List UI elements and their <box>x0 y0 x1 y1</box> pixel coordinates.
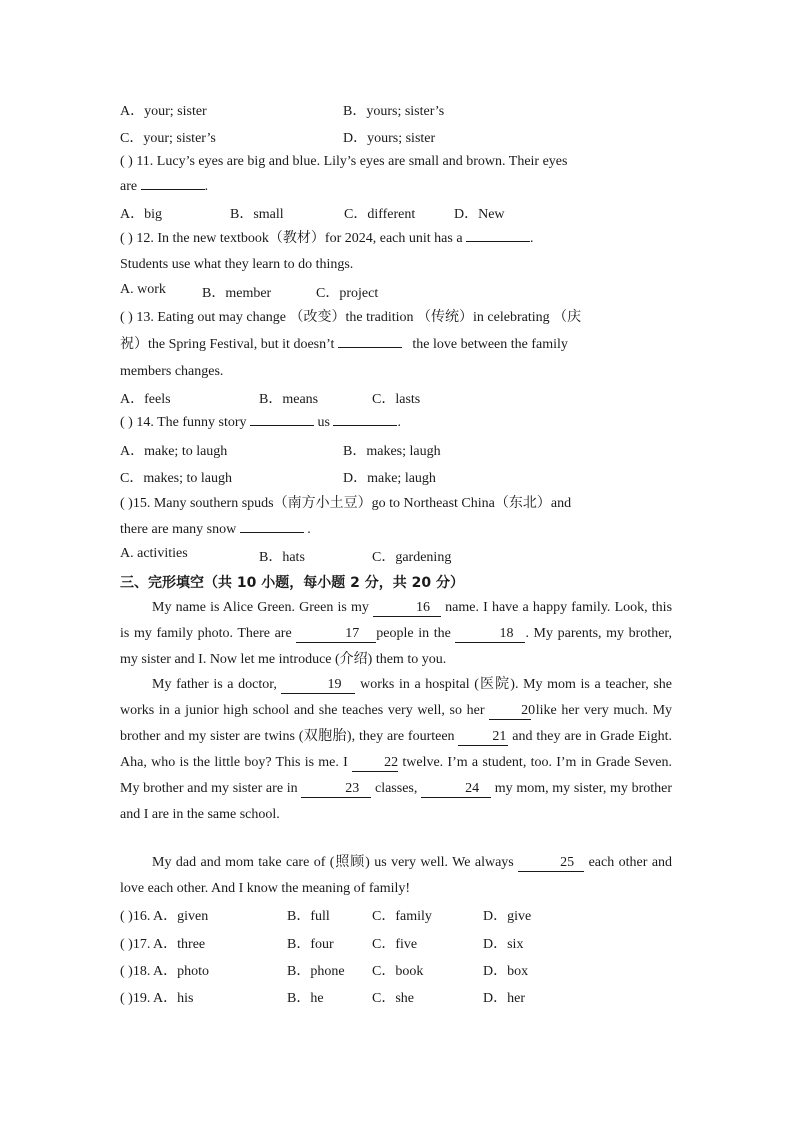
blank-24: 24 <box>421 781 491 798</box>
q10-option-a: A．your; sister <box>120 104 207 119</box>
q14-stem-text-a: ( ) 14. The funny story <box>120 415 247 430</box>
q15-option-b: B．hats <box>259 550 305 565</box>
q14-blank-1 <box>250 425 314 426</box>
q15-stem-text: there are many snow <box>120 522 237 537</box>
passage-paragraph-2: My father is a doctor, 19 works in a hospital (医院). My mom is a teacher, she works in a junior high school and she teaches very well, so her 20 like her very much. My brother and my sister are twins (双胞胎), they are fourteen 21 and they are in Grade Eight. Aha, who is the little boy? This is me. I 22 twelve. I’m a student, too. I’m in Grade Seven. My brother and my sister are in 23 classes, 24 my mom, my sister, my brother and I are in the same school. <box>120 677 673 822</box>
q15-option-a: A. activities <box>120 546 188 561</box>
blank-16: 16 <box>373 600 441 617</box>
q15-stem-line1: ( )15. Many southern spuds（南方小土豆）go to Northeast China（东北）and <box>120 496 572 511</box>
q11-option-c: C．different <box>344 207 416 222</box>
q15-blank <box>240 532 304 533</box>
q12-stem-line1 <box>120 230 534 248</box>
blank-20: 20 <box>489 703 531 720</box>
q12-period: . <box>530 231 534 246</box>
q13-stem-line2 <box>120 336 568 354</box>
q18-option-b: B．phone <box>287 964 345 979</box>
q13-option-b: B．means <box>259 392 319 407</box>
q10-option-d: D．yours; sister <box>343 131 436 146</box>
q14-option-b: B．makes; laugh <box>343 444 441 459</box>
blank-19: 19 <box>281 677 355 694</box>
q17-option-d: D．six <box>483 937 524 952</box>
q13-stem-line3: members changes. <box>120 364 224 379</box>
q17-option-a: ( )17. A．three <box>120 937 206 952</box>
q17-option-c: C．five <box>372 937 418 952</box>
q11-stem-line1: ( ) 11. Lucy’s eyes are big and blue. Lily’s eyes are small and brown. Their eyes <box>120 154 568 169</box>
blank-25: 25 <box>518 855 584 872</box>
q11-stem-line2 <box>120 178 208 196</box>
q14-option-c: C．makes; to laugh <box>120 471 232 486</box>
q19-option-a: ( )19. A．his <box>120 991 194 1006</box>
q16-option-d: D．give <box>483 909 532 924</box>
q14-option-d: D．make; laugh <box>343 471 436 486</box>
blank-18: 18 <box>455 626 525 643</box>
q16-option-a: ( )16. A．given <box>120 909 209 924</box>
q13-stem-line1: ( ) 13. Eating out may change （改变）the tradition （传统）in celebrating （庆 <box>120 310 582 325</box>
q12-stem-line2: Students use what they learn to do things. <box>120 257 354 272</box>
blank-23: 23 <box>301 781 371 798</box>
q15-option-c: C．gardening <box>372 550 452 565</box>
q13-stem-text-b: the love between the family <box>412 337 568 352</box>
q15-stem-line2 <box>120 521 311 539</box>
blank-21: 21 <box>458 729 508 746</box>
passage-paragraph-3: My dad and mom take care of (照顾) us very well. We always 25 each other and love each other. And I know the meaning of family! <box>120 855 673 896</box>
q16-option-c: C．family <box>372 909 432 924</box>
q12-option-b: B．member <box>202 286 272 301</box>
q14-period: . <box>397 415 401 430</box>
q15-period: . <box>307 522 311 537</box>
q11-stem-text: are <box>120 179 138 194</box>
q12-stem-text: ( ) 12. In the new textbook（教材）for 2024, each unit has a <box>120 231 463 246</box>
q13-stem-text-a: 祝）the Spring Festival, but it doesn’t <box>120 337 335 352</box>
q14-option-a: A．make; to laugh <box>120 444 228 459</box>
q18-option-a: ( )18. A．photo <box>120 964 210 979</box>
q10-option-c: C．your; sister’s <box>120 131 216 146</box>
q11-period: . <box>204 179 209 194</box>
q13-option-a: A．feels <box>120 392 171 407</box>
section-3-heading: 三、完形填空（共 10 小题，每小题 2 分，共 20 分） <box>120 575 464 591</box>
blank-17: 17 <box>296 626 376 643</box>
q12-blank <box>466 241 530 242</box>
q13-blank <box>338 347 402 348</box>
q11-option-d: D．New <box>454 207 505 222</box>
q11-blank <box>141 189 205 190</box>
q17-option-b: B．four <box>287 937 334 952</box>
q18-option-c: C．book <box>372 964 424 979</box>
passage-paragraph-1: My name is Alice Green. Green is my 16 name. I have a happy family. Look, this is my family photo. There are 17 people in the 18 . My parents, my brother, my sister and I. Now let me introduce (介绍) them to you. <box>120 600 673 667</box>
q14-stem-text-b: us <box>317 415 330 430</box>
q19-option-d: D．her <box>483 991 525 1006</box>
q11-option-b: B．small <box>230 207 284 222</box>
q19-option-b: B．he <box>287 991 324 1006</box>
blank-22: 22 <box>352 755 398 772</box>
q19-option-c: C．she <box>372 991 414 1006</box>
q13-option-c: C．lasts <box>372 392 421 407</box>
q12-option-c: C．project <box>316 286 379 301</box>
q10-option-b: B．yours; sister’s <box>343 104 445 119</box>
q11-option-a: A．big <box>120 207 162 222</box>
q14-blank-2 <box>333 425 397 426</box>
q16-option-b: B．full <box>287 909 330 924</box>
q14-stem <box>120 414 401 432</box>
q12-option-a: A. work <box>120 282 166 297</box>
q18-option-d: D．box <box>483 964 529 979</box>
